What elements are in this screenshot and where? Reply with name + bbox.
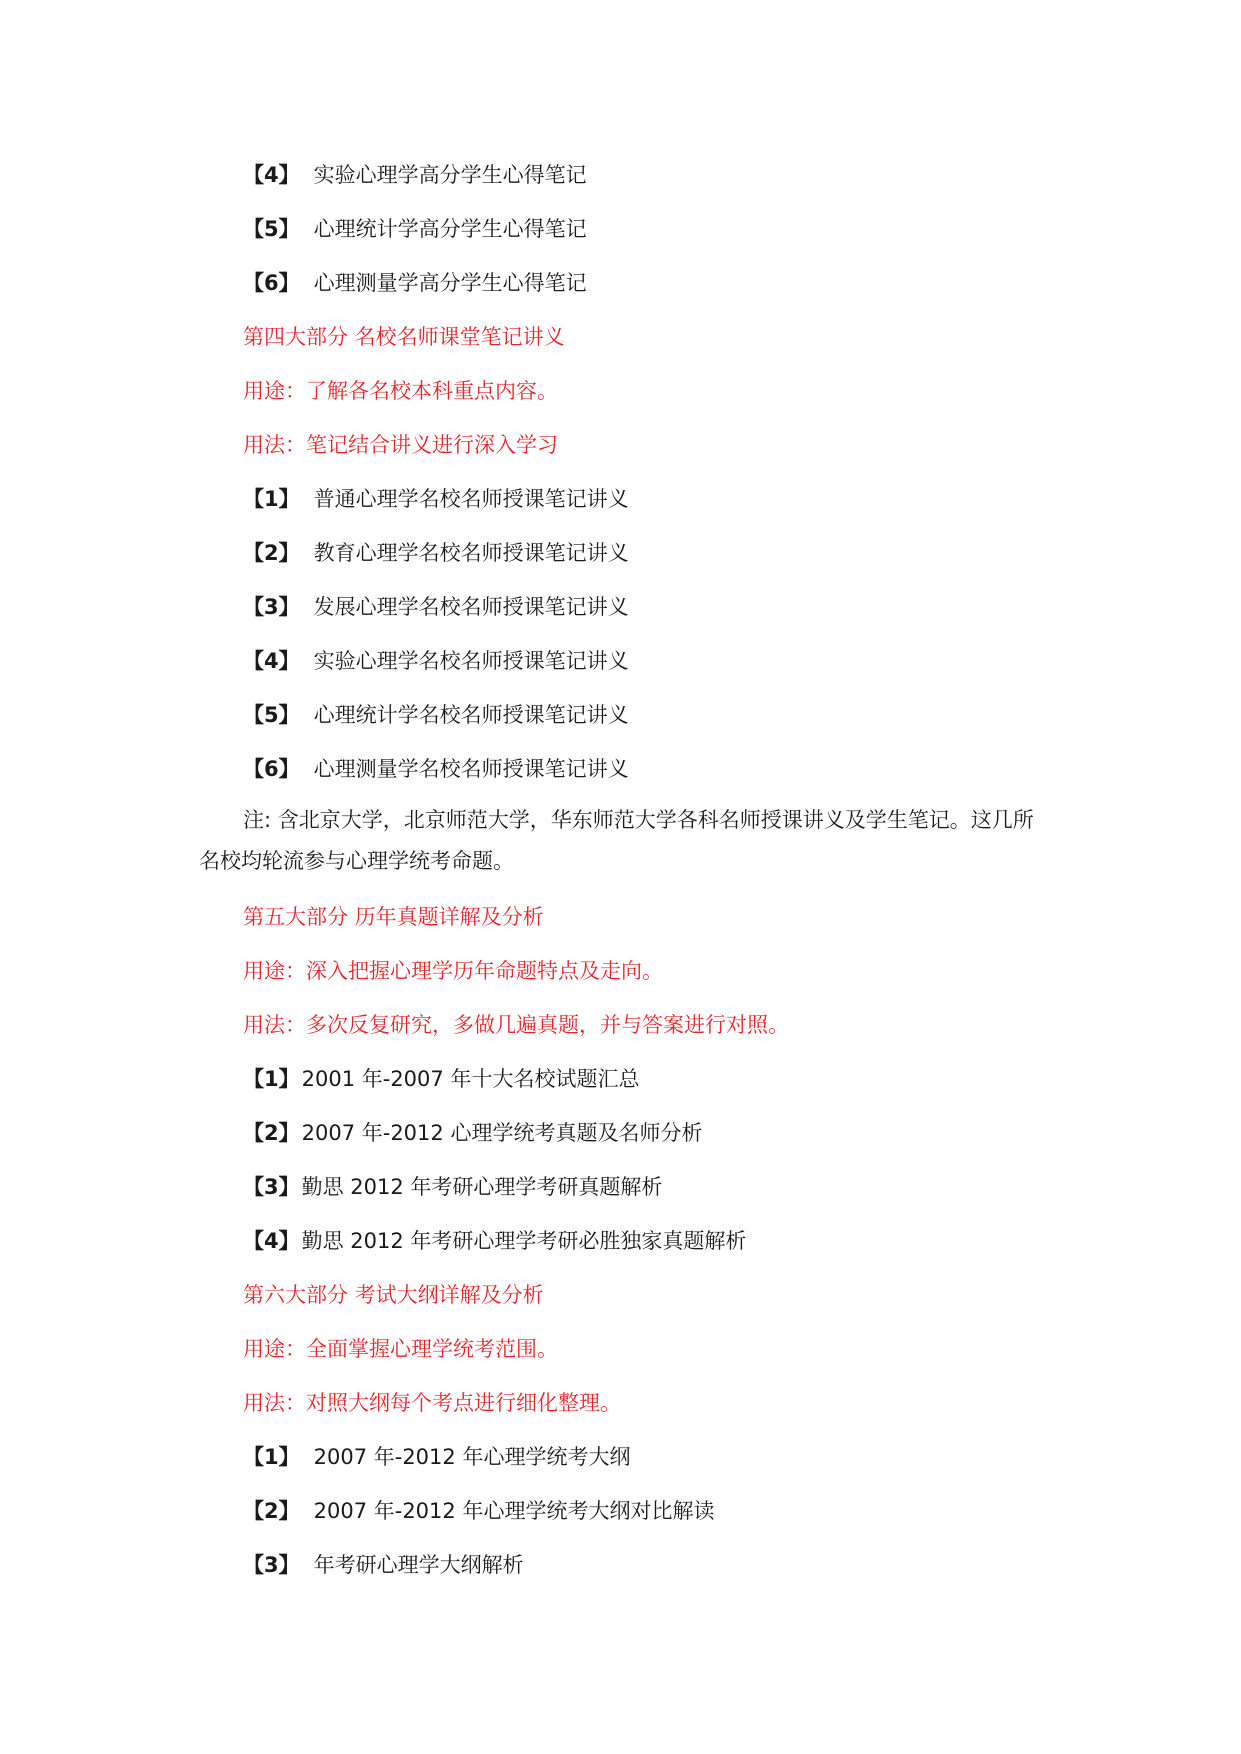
item-text: 心理统计学高分学生心得笔记 bbox=[313, 217, 587, 241]
item-text: 2001 年-2007 年十大名校试题汇总 bbox=[301, 1067, 640, 1091]
list-item bbox=[243, 700, 629, 730]
item-text: 普通心理学名校名师授课笔记讲义 bbox=[313, 487, 629, 511]
item-number: 【6】 bbox=[243, 271, 300, 295]
list-item bbox=[243, 1496, 714, 1526]
list-item bbox=[243, 160, 587, 190]
section-purpose: 用途：深入把握心理学历年命题特点及走向。 bbox=[243, 959, 663, 983]
section-purpose: 用途：全面掌握心理学统考范围。 bbox=[243, 1337, 558, 1361]
list-item bbox=[243, 646, 629, 676]
list-item bbox=[243, 1550, 524, 1580]
item-text: 年考研心理学大纲解析 bbox=[313, 1553, 524, 1577]
item-text: 勤思 2012 年考研心理学考研真题解析 bbox=[301, 1175, 663, 1199]
section-heading: 第六大部分 考试大纲详解及分析 bbox=[243, 1283, 544, 1307]
item-number: 【4】 bbox=[243, 163, 300, 187]
note-paragraph: 注: 含北京大学，北京师范大学，华东师范大学各科名师授课讲义及学生笔记。这几所名校均轮流参与心理学统考命题。 bbox=[199, 808, 1034, 873]
list-item bbox=[243, 538, 629, 568]
item-number: 【3】 bbox=[243, 1553, 300, 1577]
section-usage: 用法：笔记结合讲义进行深入学习 bbox=[243, 433, 558, 457]
item-number: 【4】 bbox=[243, 649, 300, 673]
section-usage: 用法：多次反复研究，多做几遍真题，并与答案进行对照。 bbox=[243, 1013, 789, 1037]
item-text: 2007 年-2012 心理学统考真题及名师分析 bbox=[301, 1121, 703, 1145]
section-usage: 用法：对照大纲每个考点进行细化整理。 bbox=[243, 1391, 621, 1415]
list-item bbox=[243, 754, 629, 784]
list-item bbox=[243, 1118, 702, 1148]
item-number: 【3】 bbox=[243, 1175, 300, 1199]
item-number: 【1】 bbox=[243, 487, 300, 511]
item-text: 2007 年-2012 年心理学统考大纲 bbox=[313, 1445, 631, 1469]
item-number: 【2】 bbox=[243, 1121, 300, 1145]
list-item bbox=[243, 484, 629, 514]
item-number: 【5】 bbox=[243, 217, 300, 241]
item-number: 【2】 bbox=[243, 1499, 300, 1523]
item-text: 心理统计学名校名师授课笔记讲义 bbox=[313, 703, 629, 727]
section-heading: 第四大部分 名校名师课堂笔记讲义 bbox=[243, 325, 565, 349]
item-number: 【6】 bbox=[243, 757, 300, 781]
list-item bbox=[243, 1442, 630, 1472]
item-number: 【1】 bbox=[243, 1445, 300, 1469]
item-number: 【4】 bbox=[243, 1229, 300, 1253]
item-text: 实验心理学名校名师授课笔记讲义 bbox=[313, 649, 629, 673]
item-text: 实验心理学高分学生心得笔记 bbox=[313, 163, 587, 187]
list-item bbox=[243, 592, 629, 622]
item-text: 教育心理学名校名师授课笔记讲义 bbox=[313, 541, 629, 565]
item-text: 发展心理学名校名师授课笔记讲义 bbox=[313, 595, 629, 619]
section-heading: 第五大部分 历年真题详解及分析 bbox=[243, 905, 544, 929]
item-text: 心理测量学高分学生心得笔记 bbox=[313, 271, 587, 295]
list-item bbox=[243, 1226, 746, 1256]
section-purpose: 用途：了解各名校本科重点内容。 bbox=[243, 379, 558, 403]
item-number: 【3】 bbox=[243, 595, 300, 619]
list-item bbox=[243, 1064, 639, 1094]
list-item bbox=[243, 214, 587, 244]
list-item bbox=[243, 268, 587, 298]
list-item bbox=[243, 1172, 662, 1202]
item-number: 【2】 bbox=[243, 541, 300, 565]
item-text: 心理测量学名校名师授课笔记讲义 bbox=[313, 757, 629, 781]
item-text: 2007 年-2012 年心理学统考大纲对比解读 bbox=[313, 1499, 715, 1523]
item-text: 勤思 2012 年考研心理学考研必胜独家真题解析 bbox=[301, 1229, 747, 1253]
item-number: 【1】 bbox=[243, 1067, 300, 1091]
item-number: 【5】 bbox=[243, 703, 300, 727]
